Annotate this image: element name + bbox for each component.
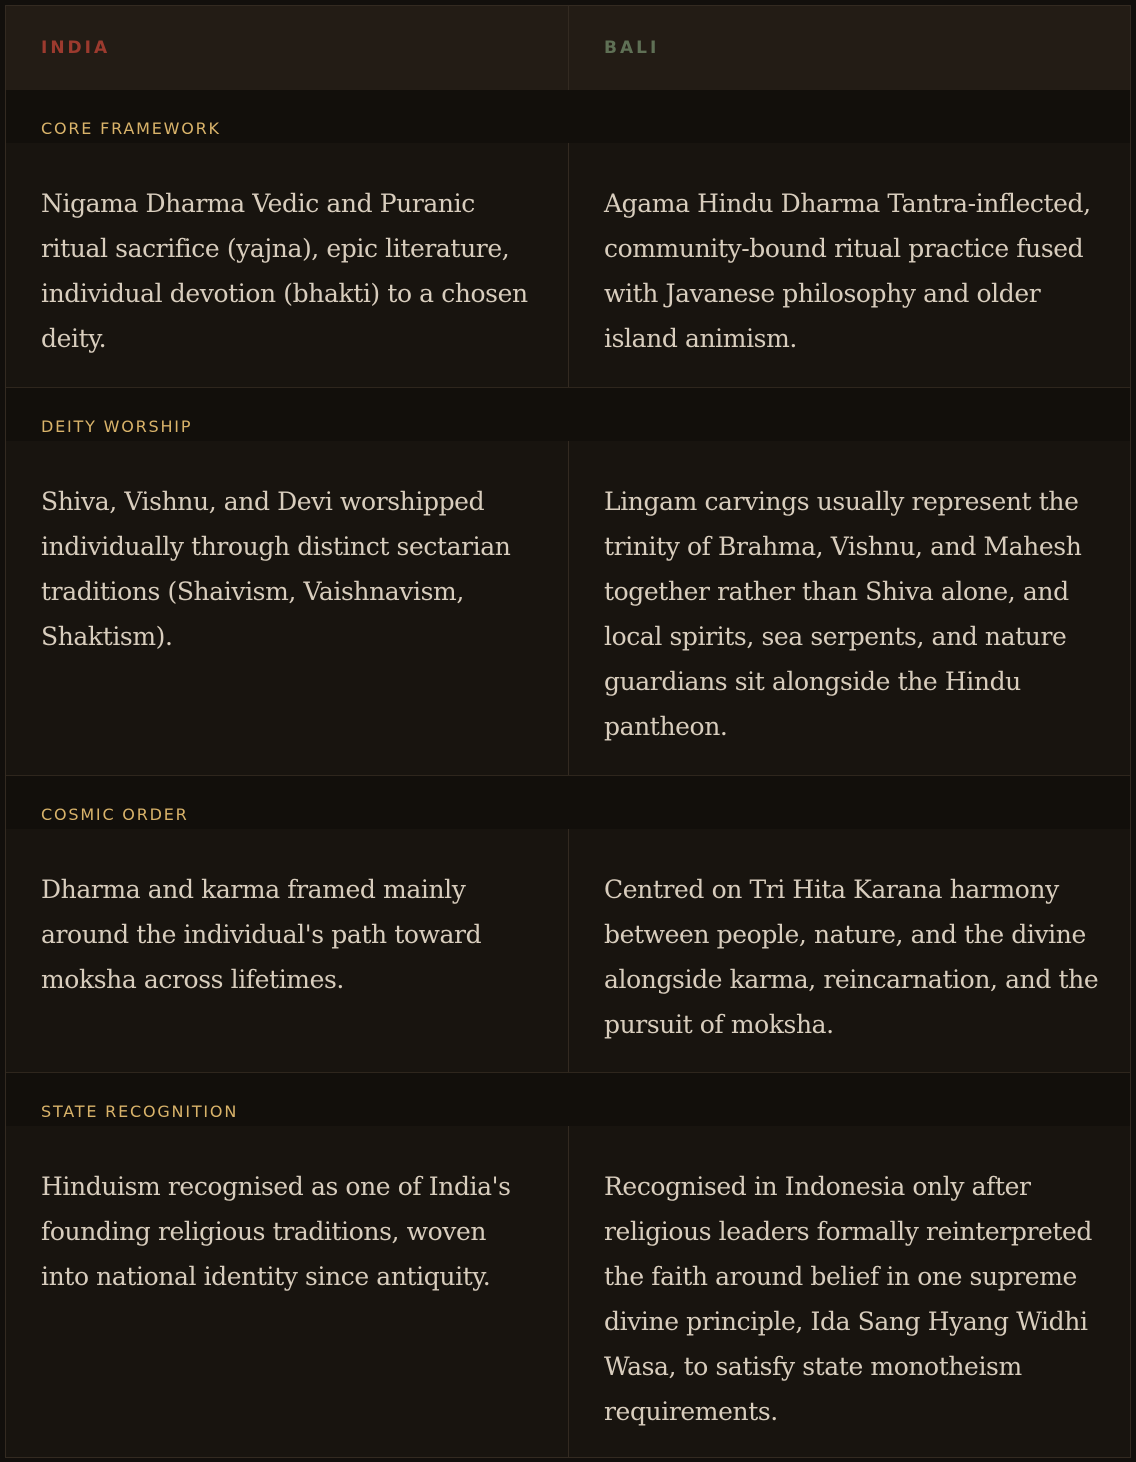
column-divider <box>568 441 569 775</box>
cell-bali: Agama Hindu Dharma Tantra-inflected, community-bound ritual practice fused with Javanese philosophy and older island animism. <box>604 189 1091 353</box>
column-divider <box>568 143 569 387</box>
cell-india: Nigama Dharma Vedic and Puranic ritual sacrifice (yajna), epic literature, individual devotion (bhakti) to a chosen deity. <box>41 189 528 353</box>
section-label-cosmic-order <box>6 776 1130 830</box>
section-label-text: DEITY WORSHIP <box>41 417 193 436</box>
section-label-state-recognition <box>6 1073 1130 1127</box>
cell-bali: Centred on Tri Hita Karana harmony between people, nature, and the divine alongside karma, reincarnation, and the pursuit of moksha. <box>604 875 1099 1039</box>
column-header-india: INDIA <box>41 38 111 58</box>
section-label-text: STATE RECOGNITION <box>41 1102 239 1121</box>
column-divider <box>568 6 569 90</box>
column-divider <box>568 829 569 1072</box>
section-label-text: CORE FRAMEWORK <box>41 119 221 138</box>
cell-india: Dharma and karma framed mainly around the individual's path toward moksha across lifetimes. <box>41 875 482 994</box>
section-label-deity-worship <box>6 388 1130 442</box>
column-divider <box>568 1126 569 1457</box>
section-label-core-framework <box>6 90 1130 144</box>
section-label-text: COSMIC ORDER <box>41 805 189 824</box>
cell-india: Hinduism recognised as one of India's founding religious traditions, woven into national identity since antiquity. <box>41 1172 511 1291</box>
cell-india: Shiva, Vishnu, and Devi worshipped individually through distinct sectarian traditions (Shaivism, Vaishnavism, Shaktism). <box>41 487 511 651</box>
comparison-table <box>5 5 1131 1458</box>
cell-bali: Recognised in Indonesia only after religious leaders formally reinterpreted the faith around belief in one supreme divine principle, Ida Sang Hyang Widhi Wasa, to satisfy state monotheism requirements. <box>604 1172 1093 1426</box>
column-header-bali: BALI <box>604 38 660 58</box>
cell-bali: Lingam carvings usually represent the trinity of Brahma, Vishnu, and Mahesh together rather than Shiva alone, and local spirits, sea serpents, and nature guardians sit alongside the Hindu pantheon. <box>604 487 1082 741</box>
